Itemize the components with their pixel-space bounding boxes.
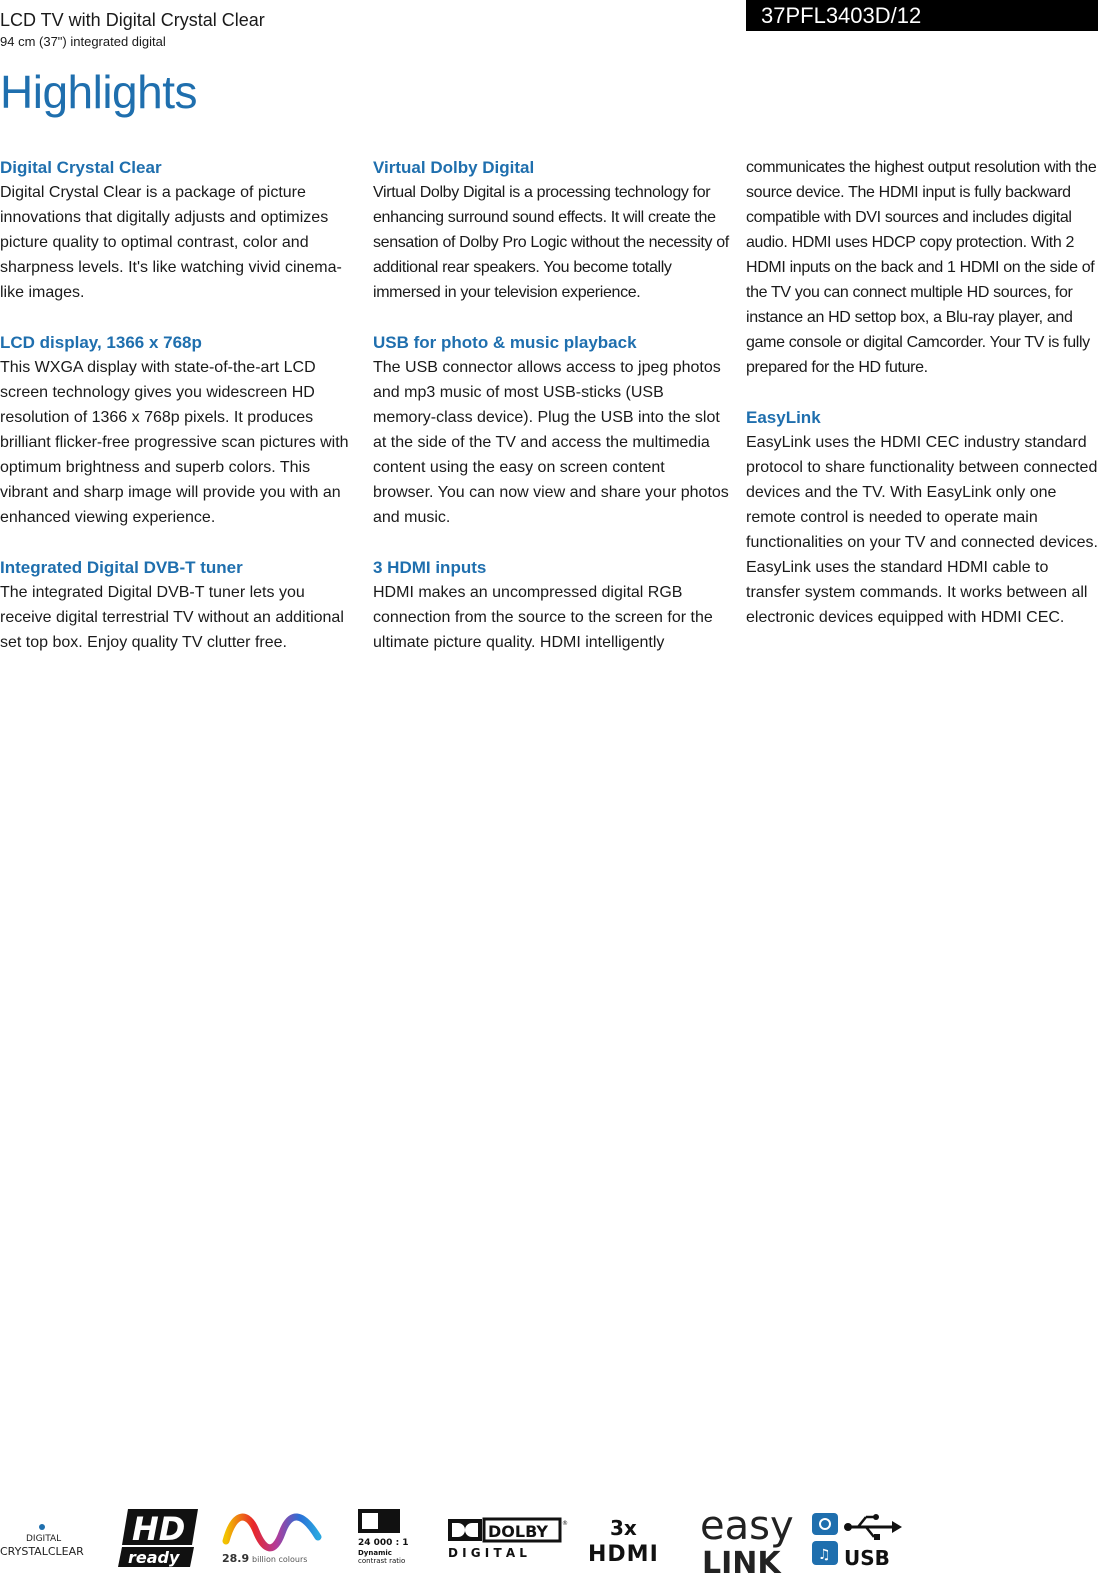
dolby-sub: D I G I T A L [448, 1546, 527, 1560]
colours-label: billion colours [252, 1555, 308, 1564]
section-digital-crystal-clear [0, 155, 356, 305]
section-lcd-display [0, 330, 356, 530]
feature-logo-bar [0, 1505, 1098, 1587]
column-3 [746, 155, 1098, 655]
hdmi-3x-logo [588, 1513, 680, 1567]
section-body: communicates the highest output resolution with the source device. The HDMI input is fully backward compatible with DVI sources and includes digital audio. HDMI uses HDCP copy protection. With 2 HDMI inputs on the back and 1 HDMI on the side of the TV you can connect multiple HD sources, for instance an HD settop box, a Blu-ray player, and game console or digital Camcorder. Your TV is fully prepared for the HD future. [746, 159, 1097, 376]
section-hdmi-inputs [373, 555, 729, 655]
easylink-logo [700, 1505, 798, 1575]
section-heading: Integrated Digital DVB-T tuner [0, 558, 243, 577]
section-dvbt-tuner [0, 555, 356, 655]
svg-text:®: ® [562, 1520, 568, 1527]
photo-icon [812, 1513, 838, 1535]
hdmi-word: HDMI [588, 1542, 659, 1567]
section-usb-playback [373, 330, 729, 530]
billion-colours-logo [222, 1511, 332, 1569]
model-number-badge: 37PFL3403D/12 [746, 0, 1098, 31]
section-body: Digital Crystal Clear is a package of picture innovations that digitally adjusts and optimizes picture quality to optimal contrast, color and sharpness levels. It's like watching vivid cinema-like images. [0, 184, 342, 301]
section-easylink [746, 405, 1098, 630]
contrast-line1: Dynamic [358, 1549, 392, 1557]
section-body: The USB connector allows access to jpeg photos and mp3 music of most USB-sticks (USB memory-class device). Plug the USB into the slot at the side of the TV and access the multimedia content using the easy on screen content browser. You can now view and share your photos and music. [373, 359, 729, 526]
usb-logo [812, 1511, 904, 1571]
section-heading: Virtual Dolby Digital [373, 158, 535, 177]
document-title: LCD TV with Digital Crystal Clear [0, 10, 265, 30]
crystal-clear-line1: DIGITAL [26, 1534, 62, 1544]
column-2 [373, 155, 729, 680]
svg-text:♫: ♫ [818, 1547, 831, 1563]
document-subtitle: 94 cm (37") integrated digital [0, 34, 166, 49]
column-1 [0, 155, 356, 680]
dolby-word: DOLBY [488, 1522, 548, 1541]
ready-text: ready [128, 1548, 180, 1567]
page-heading: Highlights [0, 66, 197, 118]
section-body: The integrated Digital DVB-T tuner lets you receive digital terrestrial TV without an additional set top box. Enjoy quality TV clutter free. [0, 584, 344, 651]
section-heading: Digital Crystal Clear [0, 158, 162, 177]
section-heading: LCD display, 1366 x 768p [0, 333, 202, 352]
contrast-line2: contrast ratio [358, 1557, 406, 1565]
section-body: HDMI makes an uncompressed digital RGB connection from the source to the screen for the ultimate picture quality. HDMI intelligently [373, 584, 713, 651]
section-body: EasyLink uses the HDMI CEC industry standard protocol to share functionality between connected devices and the TV. With EasyLink only one remote control is needed to operate main functionalities on your TV and connected devices. EasyLink uses the standard HDMI cable to transfer system commands. It works between all electronic devices equipped with HDMI CEC. [746, 434, 1098, 626]
section-body: Virtual Dolby Digital is a processing technology for enhancing surround sound effects. It will create the sensation of Dolby Pro Logic without the necessity of additional rear speakers. You become totally immersed in your television experience. [373, 184, 729, 301]
dolby-digital-logo [448, 1517, 570, 1561]
section-body: This WXGA display with state-of-the-art LCD screen technology gives you widescreen HD resolution of 1366 x 768p pixels. It produces brilliant flicker-free progressive scan pictures with optimum brightness and superb colors. This vibrant and sharp image will provide you with an enhanced viewing experience. [0, 359, 349, 526]
section-virtual-dolby [373, 155, 729, 305]
contrast-value: 24 000 : 1 [358, 1538, 409, 1548]
usb-word: USB [844, 1546, 890, 1570]
dynamic-contrast-logo [358, 1509, 428, 1569]
easylink-bottom: LINK [702, 1546, 781, 1575]
crystal-clear-line2: CRYSTALCLEAR [0, 1545, 84, 1558]
colours-number: 28.9 [222, 1552, 250, 1565]
crystal-clear-logo [0, 1513, 96, 1573]
section-heading: USB for photo & music playback [373, 333, 637, 352]
section-heading: 3 HDMI inputs [373, 558, 487, 577]
hd-ready-logo [118, 1507, 200, 1569]
hdmi-count: 3x [610, 1516, 637, 1540]
usb-trident-icon [844, 1514, 902, 1540]
section-heading: EasyLink [746, 408, 821, 427]
easylink-top: easy [700, 1505, 794, 1549]
hd-text: HD [132, 1510, 186, 1548]
section-hdmi-continued [746, 155, 1098, 380]
